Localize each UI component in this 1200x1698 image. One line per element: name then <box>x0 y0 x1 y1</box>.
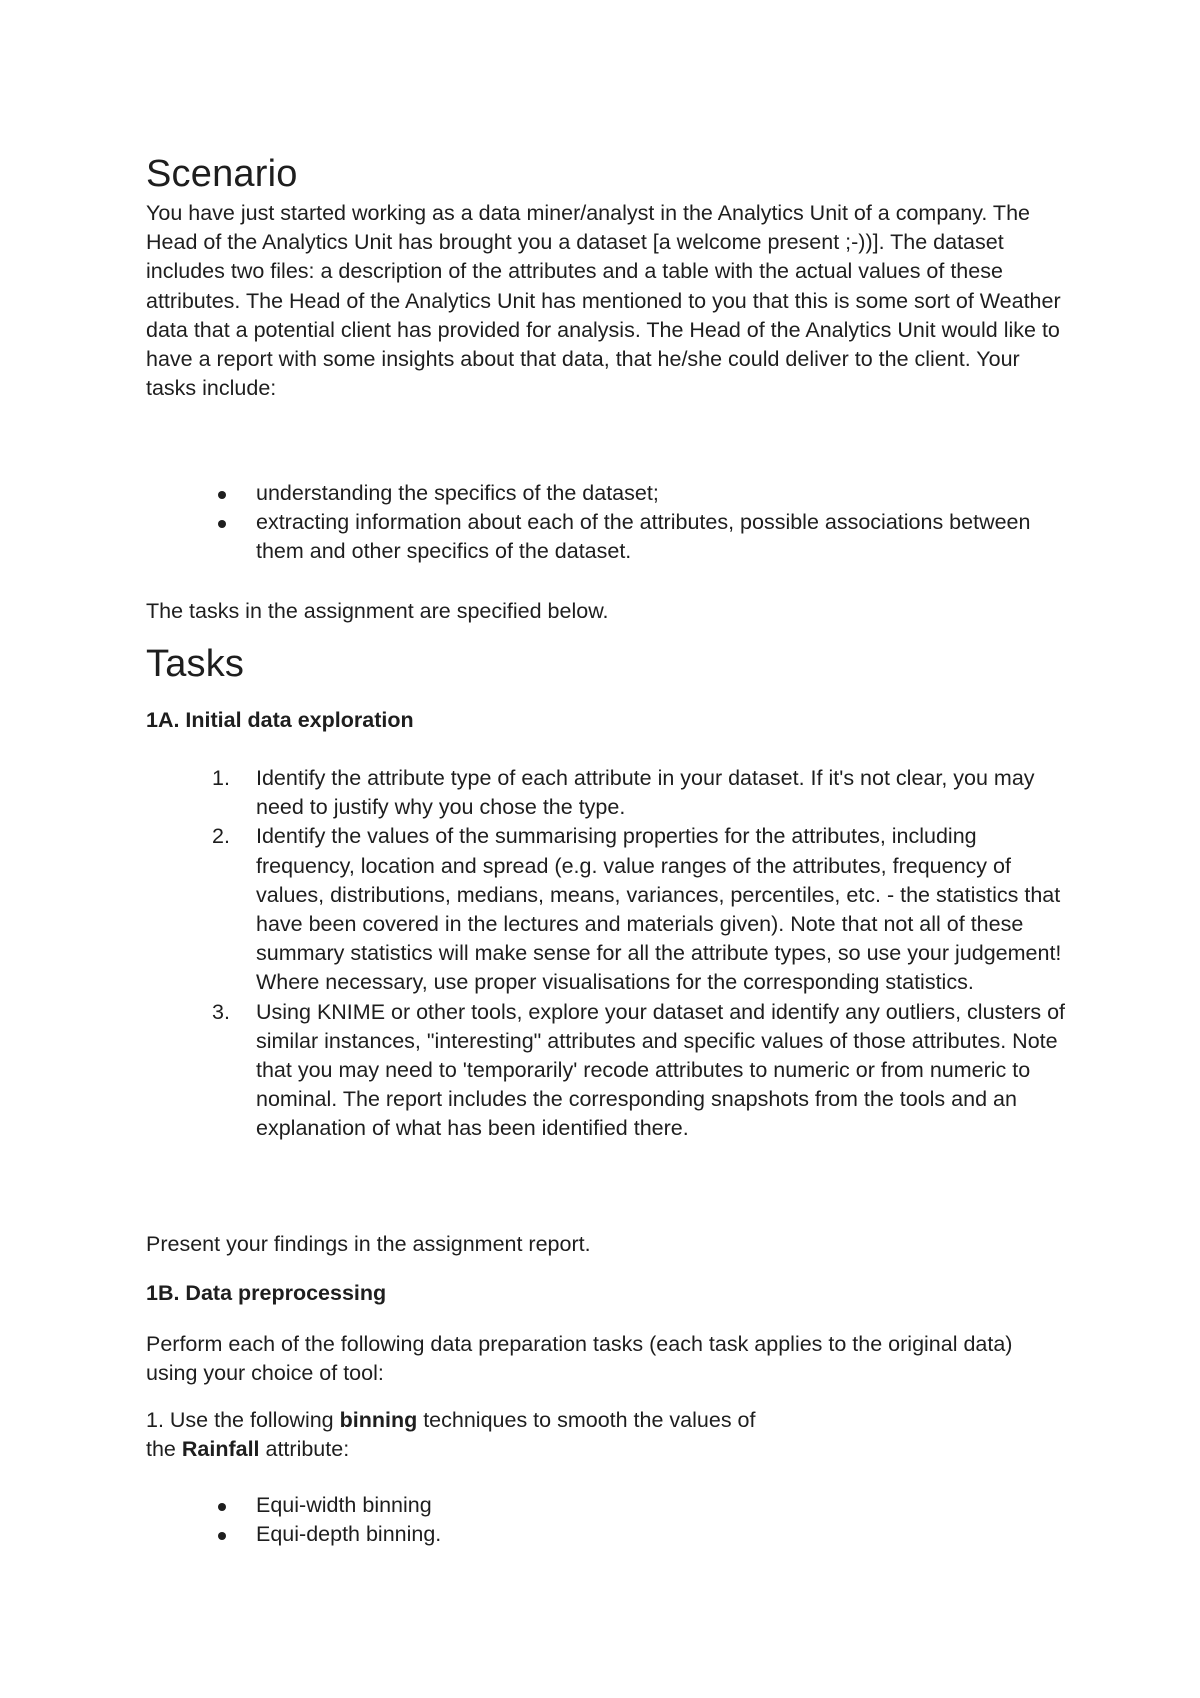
scenario-closing: The tasks in the assignment are specified below. <box>146 599 609 623</box>
rainfall-attribute-term: Rainfall <box>181 1437 260 1462</box>
list-item <box>146 1491 1066 1520</box>
list-item-text: Equi-depth binning. <box>256 1522 442 1547</box>
binning-instruction-prefix: 1. Use the following <box>146 1408 340 1432</box>
list-item <box>146 1520 1066 1549</box>
section-1a-task-list <box>146 764 1066 1144</box>
list-item <box>146 764 1066 822</box>
tasks-heading: Tasks <box>146 643 245 685</box>
bullet-icon <box>218 1532 226 1540</box>
list-item-text: understanding the specifics of the dataset; <box>256 481 659 505</box>
list-item <box>146 998 1066 1144</box>
binning-instruction-suffix: attribute: <box>259 1437 350 1462</box>
bullet-icon <box>218 1503 226 1511</box>
bullet-icon <box>218 491 226 499</box>
list-item-number: 2. <box>212 824 230 849</box>
list-item-text: Equi-width binning <box>256 1493 432 1517</box>
section-1a-heading: 1A. Initial data exploration <box>146 708 414 732</box>
scenario-bullet-list <box>146 479 1066 567</box>
binning-instruction <box>146 1406 1066 1464</box>
scenario-intro: You have just started working as a data miner/analyst in the Analytics Unit of a company. The Head of the Analytics Unit has brought you a dataset [a welcome present ;-))]. The dataset includes two files: a description of the attributes and a table with the actual values of these attributes. The Head of the Analytics Unit has mentioned to you that this is some sort of Weather data that a potential client has provided for analysis. The Head of the Analytics Unit would like to have a report with some insights about that data, that he/she could deliver to the client. Your tasks include: <box>146 201 1061 401</box>
list-item <box>146 822 1066 997</box>
scenario-heading: Scenario <box>146 153 298 195</box>
binning-term: binning <box>339 1408 418 1432</box>
section-1b-heading: 1B. Data preprocessing <box>146 1281 387 1305</box>
list-item-text: extracting information about each of the attributes, possible associations between them and other specifics of the dataset. <box>256 510 1031 564</box>
list-item-number: 3. <box>212 999 230 1024</box>
list-item <box>146 479 1066 508</box>
bullet-icon <box>218 520 226 528</box>
list-item <box>146 508 1066 566</box>
list-item-text: Identify the attribute type of each attribute in your dataset. If it's not clear, you may need to justify why you chose the type. <box>256 766 1035 820</box>
section-1b-intro: Perform each of the following data preparation tasks (each task applies to the original data) using your choice of tool: <box>146 1332 1013 1386</box>
list-item-number: 1. <box>212 766 230 790</box>
list-item-text: Identify the values of the summarising properties for the attributes, including frequency, location and spread (e.g. value ranges of the attributes, frequency of values, distributions, medians, means, variances, percentiles, etc. - the statistics that have been covered in the lectures and materials given). Note that not all of these summary statistics will make sense for all the attribute types, so use your judgement! Where necessary, use proper visualisations for the corresponding statistics. <box>256 824 1062 995</box>
list-item-text: Using KNIME or other tools, explore your dataset and identify any outliers, clusters of similar instances, "interesting" attributes and specific values of those attributes. Note that you may need to 'temporarily' recode attributes to numeric or from numeric to nominal. The report includes the corresponding snapshots from the tools and an explanation of what has been identified there. <box>256 999 1066 1141</box>
binning-bullet-list <box>146 1491 1066 1549</box>
section-1a-closing: Present your findings in the assignment report. <box>146 1232 591 1256</box>
binning-instruction-mid: techniques to smooth the values of <box>417 1408 756 1432</box>
binning-instruction-line2-prefix: the <box>146 1437 182 1462</box>
